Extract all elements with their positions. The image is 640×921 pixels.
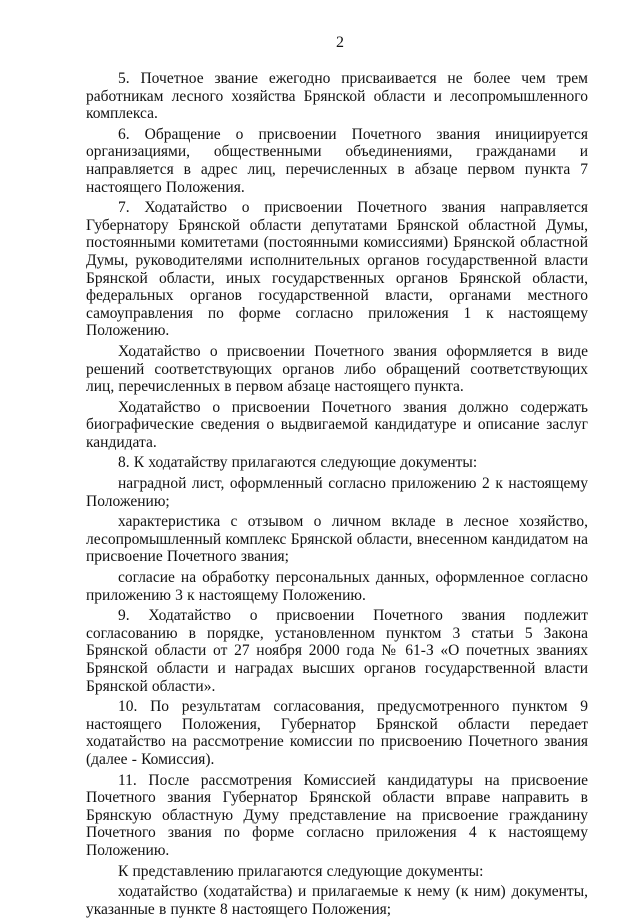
paragraph-item-8-consent: согласие на обработку персональных данных, оформленное согласно приложению 3 к настоящему Положению. <box>86 569 588 604</box>
paragraph-item-8-award-sheet: наградной лист, оформленный согласно приложению 2 к настоящему Положению; <box>86 475 588 510</box>
paragraph-item-11-documents: К представлению прилагаются следующие документы: <box>118 862 484 880</box>
paragraph-item-7-form: Ходатайство о присвоении Почетного звания оформляется в виде решений соответствующих органов либо обращений соответствующих лиц, перечисленных в первом абзаце настоящего пункта. <box>86 342 588 396</box>
paragraph-item-10: 10. По результатам согласования, предусмотренного пунктом 9 настоящего Положения, Губернатор Брянской области передает ходатайство на рассмотрение комиссии по присвоению Почетного звания (далее - Комиссия). <box>86 698 588 768</box>
paragraph-item-7: 7. Ходатайство о присвоении Почетного звания направляется Губернатору Брянской области депутатами Брянской областной Думы, постоянными комитетами (постоянными комиссиями) Брянской областной Думы, руководителями исполнительных органов государственной власти Брянской области, иных государственных органов Брянской области, федеральных органов государственной власти, органами местного самоуправления по форме согласно приложения 1 к настоящему Положению. <box>86 199 588 340</box>
paragraph-item-11-petition: ходатайство (ходатайства) и прилагаемые к нему (к ним) документы, указанные в пункте 8 настоящего Положения; <box>86 883 588 918</box>
document-page <box>86 34 588 921</box>
page-number: 2 <box>336 34 344 51</box>
paragraph-item-8: 8. К ходатайству прилагаются следующие документы: <box>118 454 478 472</box>
paragraph-item-9: 9. Ходатайство о присвоении Почетного звания подлежит согласованию в порядке, установленном пунктом 3 статьи 5 Закона Брянской области от 27 ноября 2000 года № 61-З «О почетных званиях Брянской области и наградах высших органов государственной власти Брянской области». <box>86 607 588 695</box>
paragraph-item-6: 6. Обращение о присвоении Почетного звания инициируется организациями, общественными объединениями, гражданами и направляется в адрес лиц, перечисленных в абзаце первом пункта 7 настоящего Положения. <box>86 125 588 196</box>
paragraph-item-8-characteristic: характеристика с отзывом о личном вкладе в лесное хозяйство, лесопромышленный комплекс Брянской области, внесенном кандидатом на присвоение Почетного звания; <box>86 513 588 566</box>
paragraph-item-5: 5. Почетное звание ежегодно присваивается не более чем трем работникам лесного хозяйства Брянской области и лесопромышленного комплекса. <box>86 70 588 123</box>
paragraph-item-7-content: Ходатайство о присвоении Почетного звания должно содержать биографические сведения о выдвигаемой кандидатуре и описание заслуг кандидата. <box>86 398 588 451</box>
paragraph-item-11: 11. После рассмотрения Комиссией кандидатуры на присвоение Почетного звания Губернатор Брянской области вправе направить в Брянскую областную Думу представление на присвоение гражданину Почетного звания по форме согласно приложения 4 к настоящему Положению. <box>86 771 588 859</box>
